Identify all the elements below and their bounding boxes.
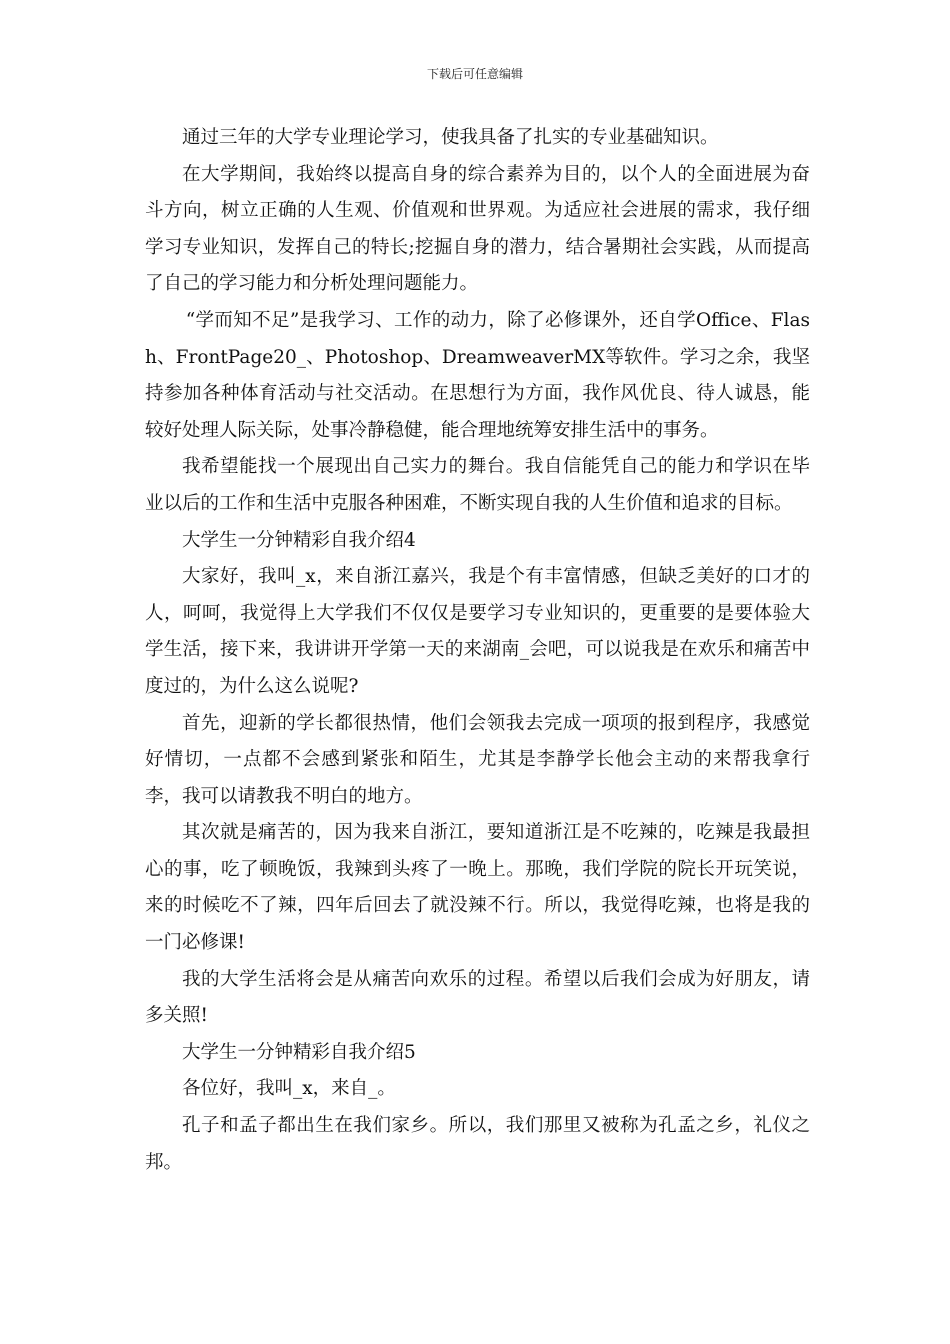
paragraph: 我的大学生活将会是从痛苦向欢乐的过程。希望以后我们会成为好朋友，请多关照! xyxy=(145,968,810,1027)
paragraph: 各位好，我叫_x，来自_。 xyxy=(182,1078,396,1100)
document-body xyxy=(145,120,810,1181)
section-heading: 大学生一分钟精彩自我介绍5 xyxy=(182,1041,416,1063)
paragraph: 通过三年的大学专业理论学习，使我具备了扎实的专业基础知识。 xyxy=(182,127,719,148)
paragraph: 孔子和孟子都出生在我们家乡。所以，我们那里又被称为孔孟之乡，礼仪之邦。 xyxy=(145,1115,810,1173)
paragraph: 大家好，我叫_x，来自浙江嘉兴，我是个有丰富情感，但缺乏美好的口才的人，呵呵，我觉得上大学我们不仅仅是要学习专业知识的，更重要的是要体验大学生活，接下来，我讲讲开学第一天的来湖南_会吧，可以说我是在欢乐和痛苦中度过的，为什么这么说呢? xyxy=(145,566,810,697)
paragraph: “学而知不足”是我学习、工作的动力，除了必修课外，还自学Office、Flash、FrontPage20_、Photoshop、DreamweaverMX等软件。学习之余，我坚持参加各种体育活动与社交活动。在思想行为方面，我作风优良、待人诚恳，能较好处理人际关际，处事冷静稳健，能合理地统筹安排生活中的事务。 xyxy=(145,309,810,441)
paragraph: 我希望能找一个展现出自己实力的舞台。我自信能凭自己的能力和学识在毕业以后的工作和生活中克服各种困难，不断实现自我的人生价值和追求的目标。 xyxy=(145,456,810,514)
section-heading: 大学生一分钟精彩自我介绍4 xyxy=(182,529,416,551)
page-header: 下载后可任意编辑 xyxy=(426,67,523,81)
paragraph: 其次就是痛苦的，因为我来自浙江，要知道浙江是不吃辣的，吃辣是我最担心的事，吃了顿晚饭，我辣到头疼了一晚上。那晚，我们学院的院长开玩笑说，来的时候吃不了辣，四年后回去了就没辣不行。所以，我觉得吃辣，也将是我的一门必修课! xyxy=(145,822,810,954)
paragraph: 在大学期间，我始终以提高自身的综合素养为目的，以个人的全面进展为奋斗方向，树立正确的人生观、价值观和世界观。为适应社会进展的需求，我仔细学习专业知识，发挥自己的特长;挖掘自身的潜力，结合暑期社会实践，从而提高了自己的学习能力和分析处理问题能力。 xyxy=(145,163,810,295)
paragraph: 首先，迎新的学长都很热情，他们会领我去完成一项项的报到程序，我感觉好情切，一点都不会感到紧张和陌生，尤其是李静学长他会主动的来帮我拿行李，我可以请教我不明白的地方。 xyxy=(145,712,810,807)
